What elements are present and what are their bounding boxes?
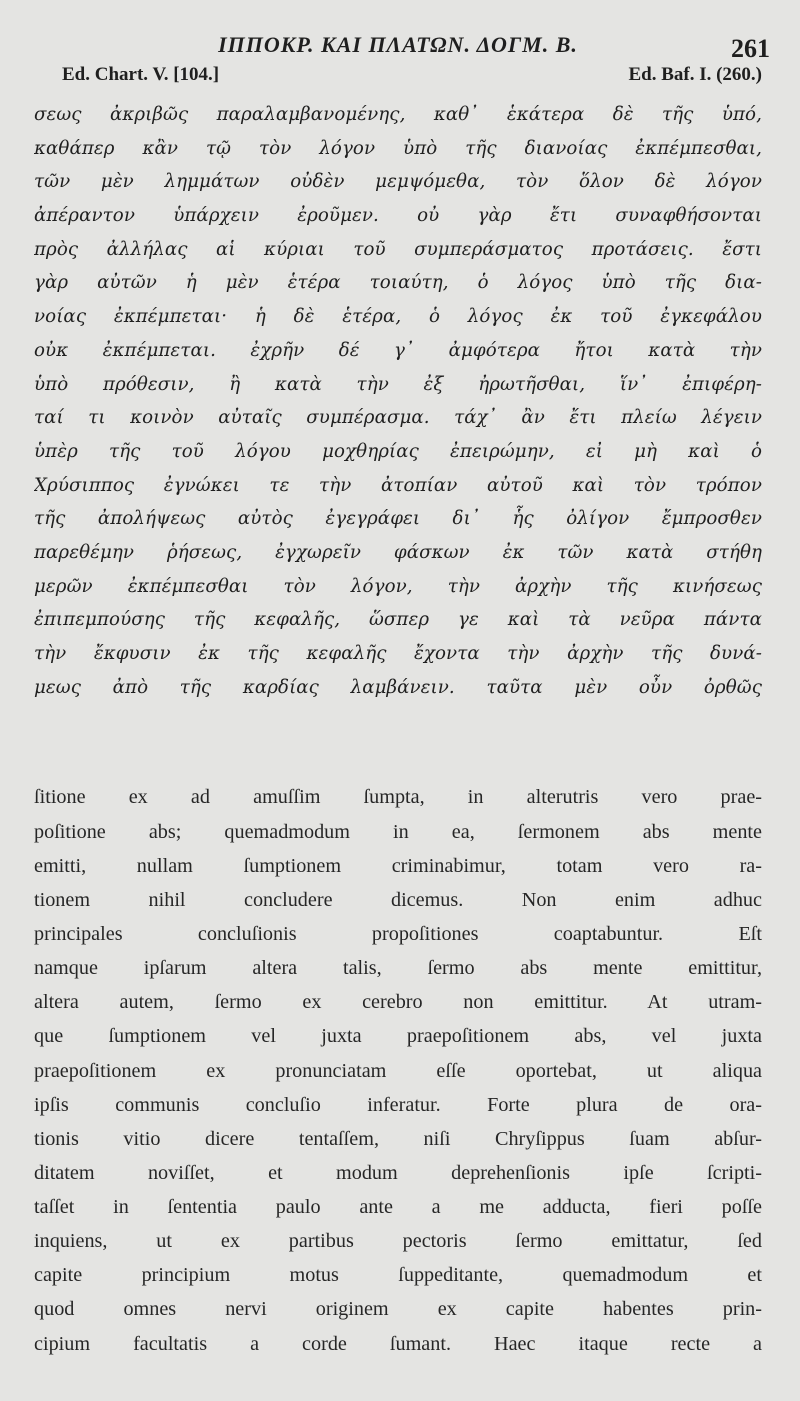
greek-line: οὐκ ἐκπέμπεται. ἐχρῆν δέ γ᾽ ἀμφότερα ἤτοι κατὰ τὴν: [34, 339, 762, 361]
latin-line: tionem nihil concludere dicemus. Non enim adhuc: [34, 888, 762, 911]
latin-line: namque ipſarum altera talis, ſermo abs mente emittitur,: [34, 957, 762, 980]
greek-line: καθάπερ κἂν τῷ τὸν λόγον ὑπὸ τῆς διανοίας ἐκπέμπεσθαι,: [34, 137, 762, 159]
latin-line: capite principium motus ſuppeditante, quemadmodum et: [34, 1264, 762, 1287]
latin-line: emitti, nullam ſumptionem criminabimur, totam vero ra-: [34, 854, 762, 877]
latin-line: poſitione abs; quemadmodum in ea, ſermonem abs mente: [34, 820, 762, 843]
latin-line: que ſumptionem vel juxta praepoſitionem abs, vel juxta: [34, 1025, 762, 1048]
latin-line: quod omnes nervi originem ex capite habentes prin-: [34, 1298, 762, 1321]
greek-line: πρὸς ἀλλήλας αἱ κύριαι τοῦ συμπεράσματος προτάσεις. ἔστι: [34, 238, 762, 260]
edition-basel-reference: Ed. Baf. I. (260.): [628, 64, 762, 85]
greek-line: Χρύσιππος ἐγνώκει τε τὴν ἀτοπίαν αὐτοῦ καὶ τὸν τρόπον: [34, 474, 762, 496]
greek-line: σεως ἀκριβῶς παραλαμβανομένης, καθ᾽ ἑκάτερα δὲ τῆς ὑπό,: [34, 104, 762, 125]
latin-line: ipſis communis concluſio inferatur. Forte plura de ora-: [34, 1093, 762, 1116]
latin-line: ditatem noviſſet, et modum deprehenſionis ipſe ſcripti-: [34, 1161, 762, 1184]
greek-line: τὴν ἔκφυσιν ἐκ τῆς κεφαλῆς ἔχοντα τὴν ἀρχὴν τῆς δυνά-: [34, 643, 762, 664]
greek-line: μερῶν ἐκπέμπεσθαι τὸν λόγον, τὴν ἀρχὴν τῆς κινήσεως: [34, 575, 762, 597]
greek-line: παρεθέμην ῥήσεως, ἐγχωρεῖν φάσκων ἐκ τῶν κατὰ στήθη: [34, 541, 762, 563]
running-title: ΙΠΠΟΚΡ. ΚΑΙ ΠΛΑΤΩΝ. ΔΟΓΜ. Β.: [218, 32, 578, 57]
latin-line: taſſet in ſententia paulo ante a me adducta, fieri poſſe: [34, 1196, 762, 1219]
latin-line: tionis vitio dicere tentaſſem, niſi Chryſippus ſuam abſur-: [34, 1127, 762, 1150]
edition-chartier-reference: Ed. Chart. V. [104.]: [62, 64, 220, 85]
latin-line: praepoſitionem ex pronunciatam eſſe oportebat, ut aliqua: [34, 1059, 762, 1082]
greek-line: ἀπέραντον ὑπάρχειν ἐροῦμεν. οὐ γὰρ ἔτι συναφθήσονται: [34, 205, 762, 227]
edition-references: [34, 64, 762, 94]
latin-line: ſitione ex ad amuſſim ſumpta, in alterutris vero prae-: [34, 786, 762, 809]
greek-line: ὑπὲρ τῆς τοῦ λόγου μοχθηρίας ἐπειρώμην, εἰ μὴ καὶ ὁ: [34, 440, 762, 462]
greek-line: γὰρ αὐτῶν ἡ μὲν ἑτέρα τοιαύτη, ὁ λόγος ὑπὸ τῆς δια-: [34, 272, 762, 294]
greek-line: μεως ἀπὸ τῆς καρδίας λαμβάνειν. ταῦτα μὲν οὖν ὀρθῶς: [34, 676, 762, 698]
page-number: 261: [731, 34, 770, 63]
greek-text-block: [34, 98, 762, 704]
running-head: [34, 28, 770, 63]
latin-line: inquiens, ut ex partibus pectoris ſermo emittatur, ſed: [34, 1230, 762, 1253]
latin-line: cipium facultatis a corde ſumant. Haec itaque recte a: [34, 1332, 762, 1355]
section-gap: [34, 704, 762, 780]
greek-line: ἐπιπεμπούσης τῆς κεφαλῆς, ὥσπερ γε καὶ τὰ νεῦρα πάντα: [34, 609, 762, 631]
greek-line: τῆς ἀπολήψεως αὐτὸς ἐγεγράφει δι᾽ ἧς ὀλίγον ἔμπροσθεν: [34, 508, 762, 530]
greek-line: νοίας ἐκπέμπεται· ἡ δὲ ἑτέρα, ὁ λόγος ἐκ τοῦ ἐγκεφάλου: [34, 306, 762, 328]
greek-line: ταί τι κοινὸν αὐταῖς συμπέρασμα. τάχ᾽ ἂν ἔτι πλείω λέγειν: [34, 407, 762, 429]
latin-text-block: [34, 780, 762, 1360]
latin-line: principales concluſionis propoſitiones coaptabuntur. Eſt: [34, 922, 762, 945]
latin-line: altera autem, ſermo ex cerebro non emittitur. At utram-: [34, 991, 762, 1014]
greek-line: τῶν μὲν λημμάτων οὐδὲν μεμψόμεθα, τὸν ὅλον δὲ λόγον: [34, 171, 762, 193]
greek-line: ὑπὸ πρόθεσιν, ἢ κατὰ τὴν ἐξ ἠρωτῆσθαι, ἵν᾽ ἐπιφέρη-: [34, 373, 762, 395]
